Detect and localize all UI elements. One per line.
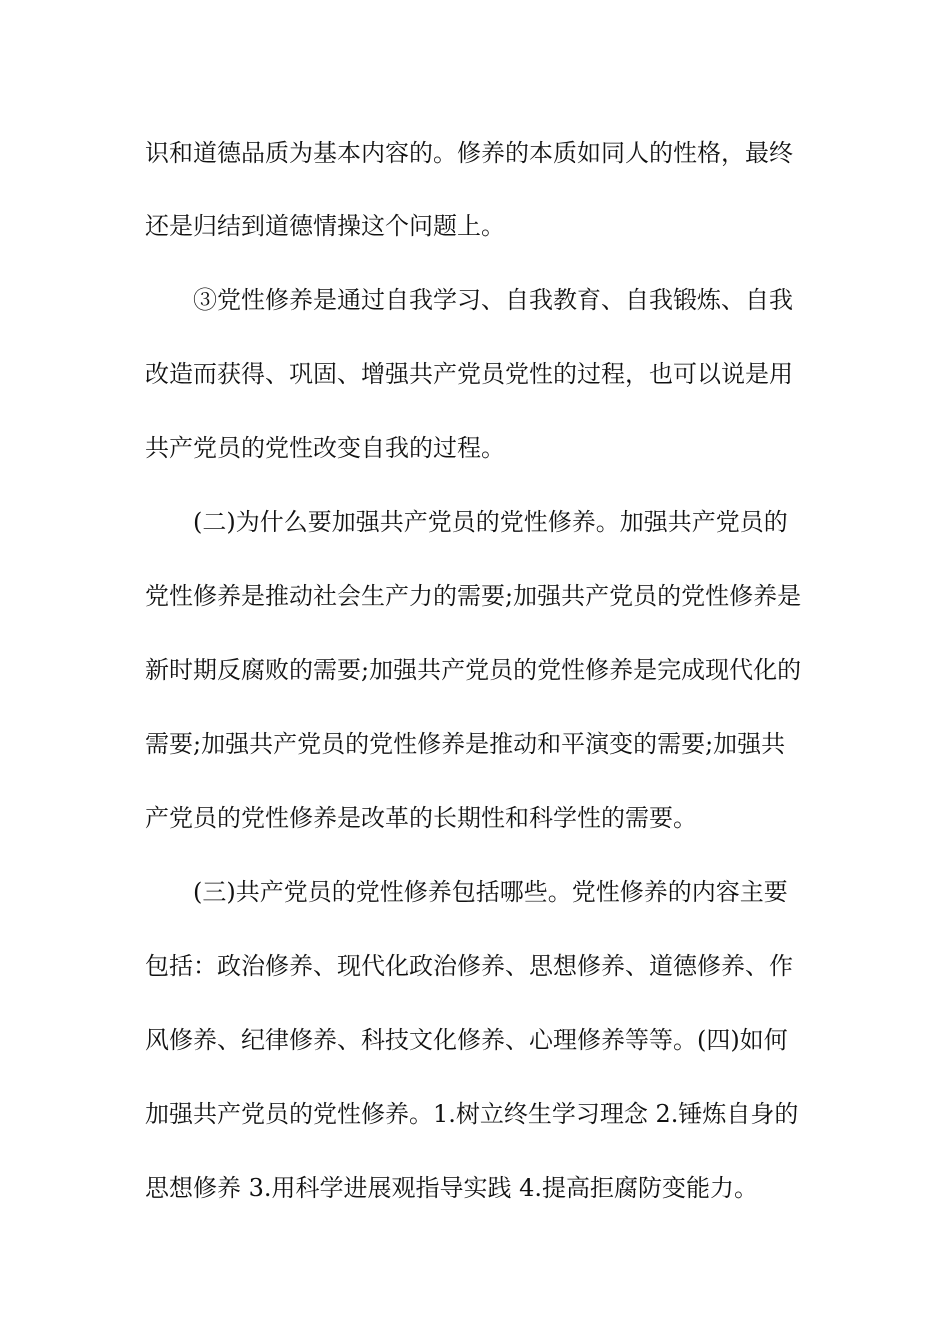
- text-line: 需要;加强共产党员的党性修养是推动和平演变的需要;加强共: [145, 730, 786, 758]
- text-line: 共产党员的党性改变自我的过程。: [145, 434, 505, 462]
- text-line: 产党员的党性修养是改革的长期性和科学性的需要。: [145, 804, 697, 832]
- text-line: 改造而获得、巩固、增强共产党员党性的过程，也可以说是用: [145, 360, 793, 388]
- text-line: 党性修养是推动社会生产力的需要;加强共产党员的党性修养是: [145, 582, 802, 610]
- paragraph-start-line: ③党性修养是通过自我学习、自我教育、自我锻炼、自我: [193, 286, 793, 314]
- paragraph-start-line: (三)共产党员的党性修养包括哪些。党性修养的内容主要: [193, 878, 788, 906]
- paragraph-start-line: (二)为什么要加强共产党员的党性修养。加强共产党员的: [193, 508, 788, 536]
- text-line: 思想修养 3.用科学进展观指导实践 4.提高拒腐防变能力。: [145, 1174, 759, 1202]
- text-line: 还是归结到道德情操这个问题上。: [145, 212, 505, 240]
- text-line: 识和道德品质为基本内容的。修养的本质如同人的性格，最终: [145, 139, 793, 167]
- text-line: 风修养、纪律修养、科技文化修养、心理修养等等。(四)如何: [145, 1026, 788, 1054]
- text-line: 加强共产党员的党性修养。1.树立终生学习理念 2.锤炼自身的: [145, 1100, 799, 1128]
- text-line: 新时期反腐败的需要;加强共产党员的党性修养是完成现代化的: [145, 656, 802, 684]
- text-line: 包括：政治修养、现代化政治修养、思想修养、道德修养、作: [145, 952, 793, 980]
